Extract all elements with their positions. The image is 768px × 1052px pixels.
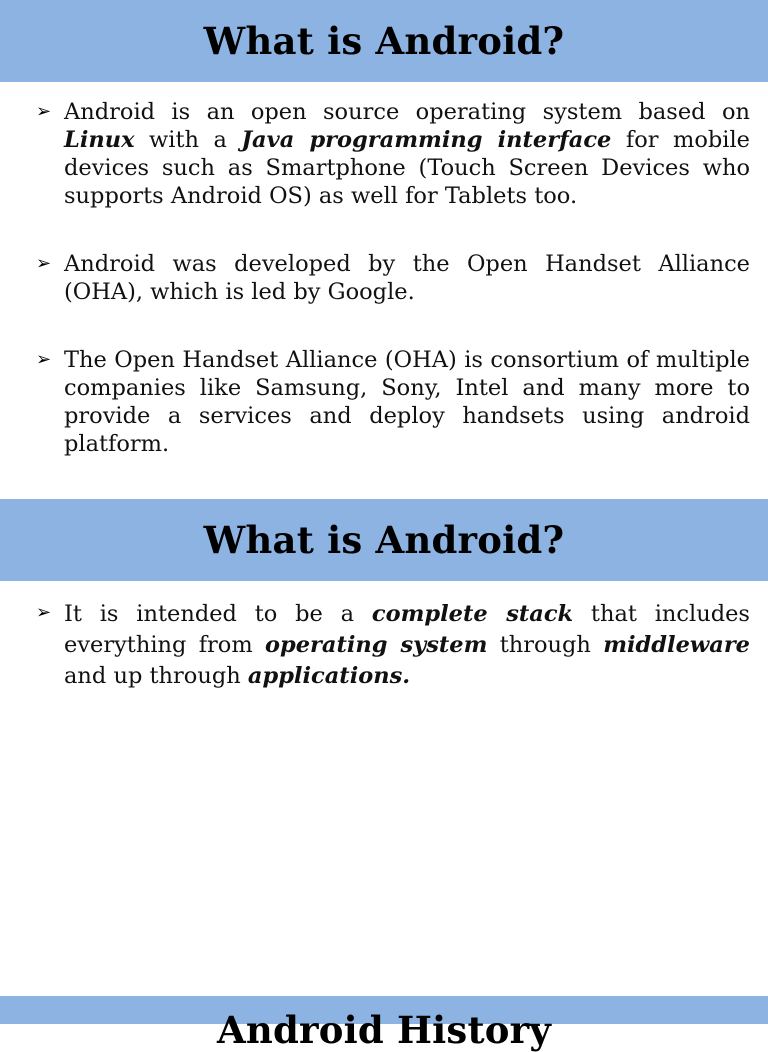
- bullet-text: It is intended to be a: [64, 601, 372, 627]
- slide-1-bullet-list: [36, 98, 750, 498]
- bullet-text: that includes everything from: [64, 601, 750, 658]
- emphasis-complete-stack: complete stack: [371, 601, 574, 627]
- bullet-text: and up through: [64, 663, 248, 689]
- slide-1-bullet-2: [36, 250, 750, 306]
- slide-1-header: [0, 0, 768, 82]
- slide-2-header: [0, 499, 768, 581]
- bullet-text: for mobile devices such as Smartphone (Touch Screen Devices who supports Android OS) as well for Tablets too.: [64, 127, 750, 209]
- bullet-text: Android was developed by the Open Handset Alliance (OHA), which is led by Google.: [64, 251, 750, 305]
- emphasis-linux: Linux: [64, 127, 135, 153]
- arrowhead-right-icon: ➢: [36, 101, 52, 122]
- emphasis-applications: applications.: [247, 663, 411, 689]
- emphasis-operating-system: operating system: [264, 632, 488, 658]
- bullet-text: The Open Handset Alliance (OHA) is consortium of multiple companies like Samsung, Sony, Intel and many more to provide a services and deploy handsets using android platform.: [64, 347, 750, 457]
- slide-2-title: What is Android?: [203, 518, 565, 562]
- slide-1-title: What is Android?: [203, 19, 565, 63]
- slide-2-bullet-1: [36, 599, 750, 692]
- bullet-text: Android is an open source operating system based on: [64, 99, 750, 125]
- emphasis-java-interface: Java programming interface: [241, 127, 612, 153]
- emphasis-middleware: middleware: [603, 632, 751, 658]
- slide-1-bullet-3: [36, 346, 750, 458]
- arrowhead-right-icon: ➢: [36, 253, 52, 274]
- slide-2-bullet-list: [36, 599, 750, 692]
- slide-3-header: [0, 996, 768, 1052]
- slide-1-bullet-1: [36, 98, 750, 210]
- arrowhead-right-icon: ➢: [36, 602, 52, 623]
- bullet-text: with a: [134, 127, 242, 153]
- bullet-text: through: [487, 632, 604, 658]
- slide-3-title: Android History: [216, 1008, 552, 1052]
- arrowhead-right-icon: ➢: [36, 349, 52, 370]
